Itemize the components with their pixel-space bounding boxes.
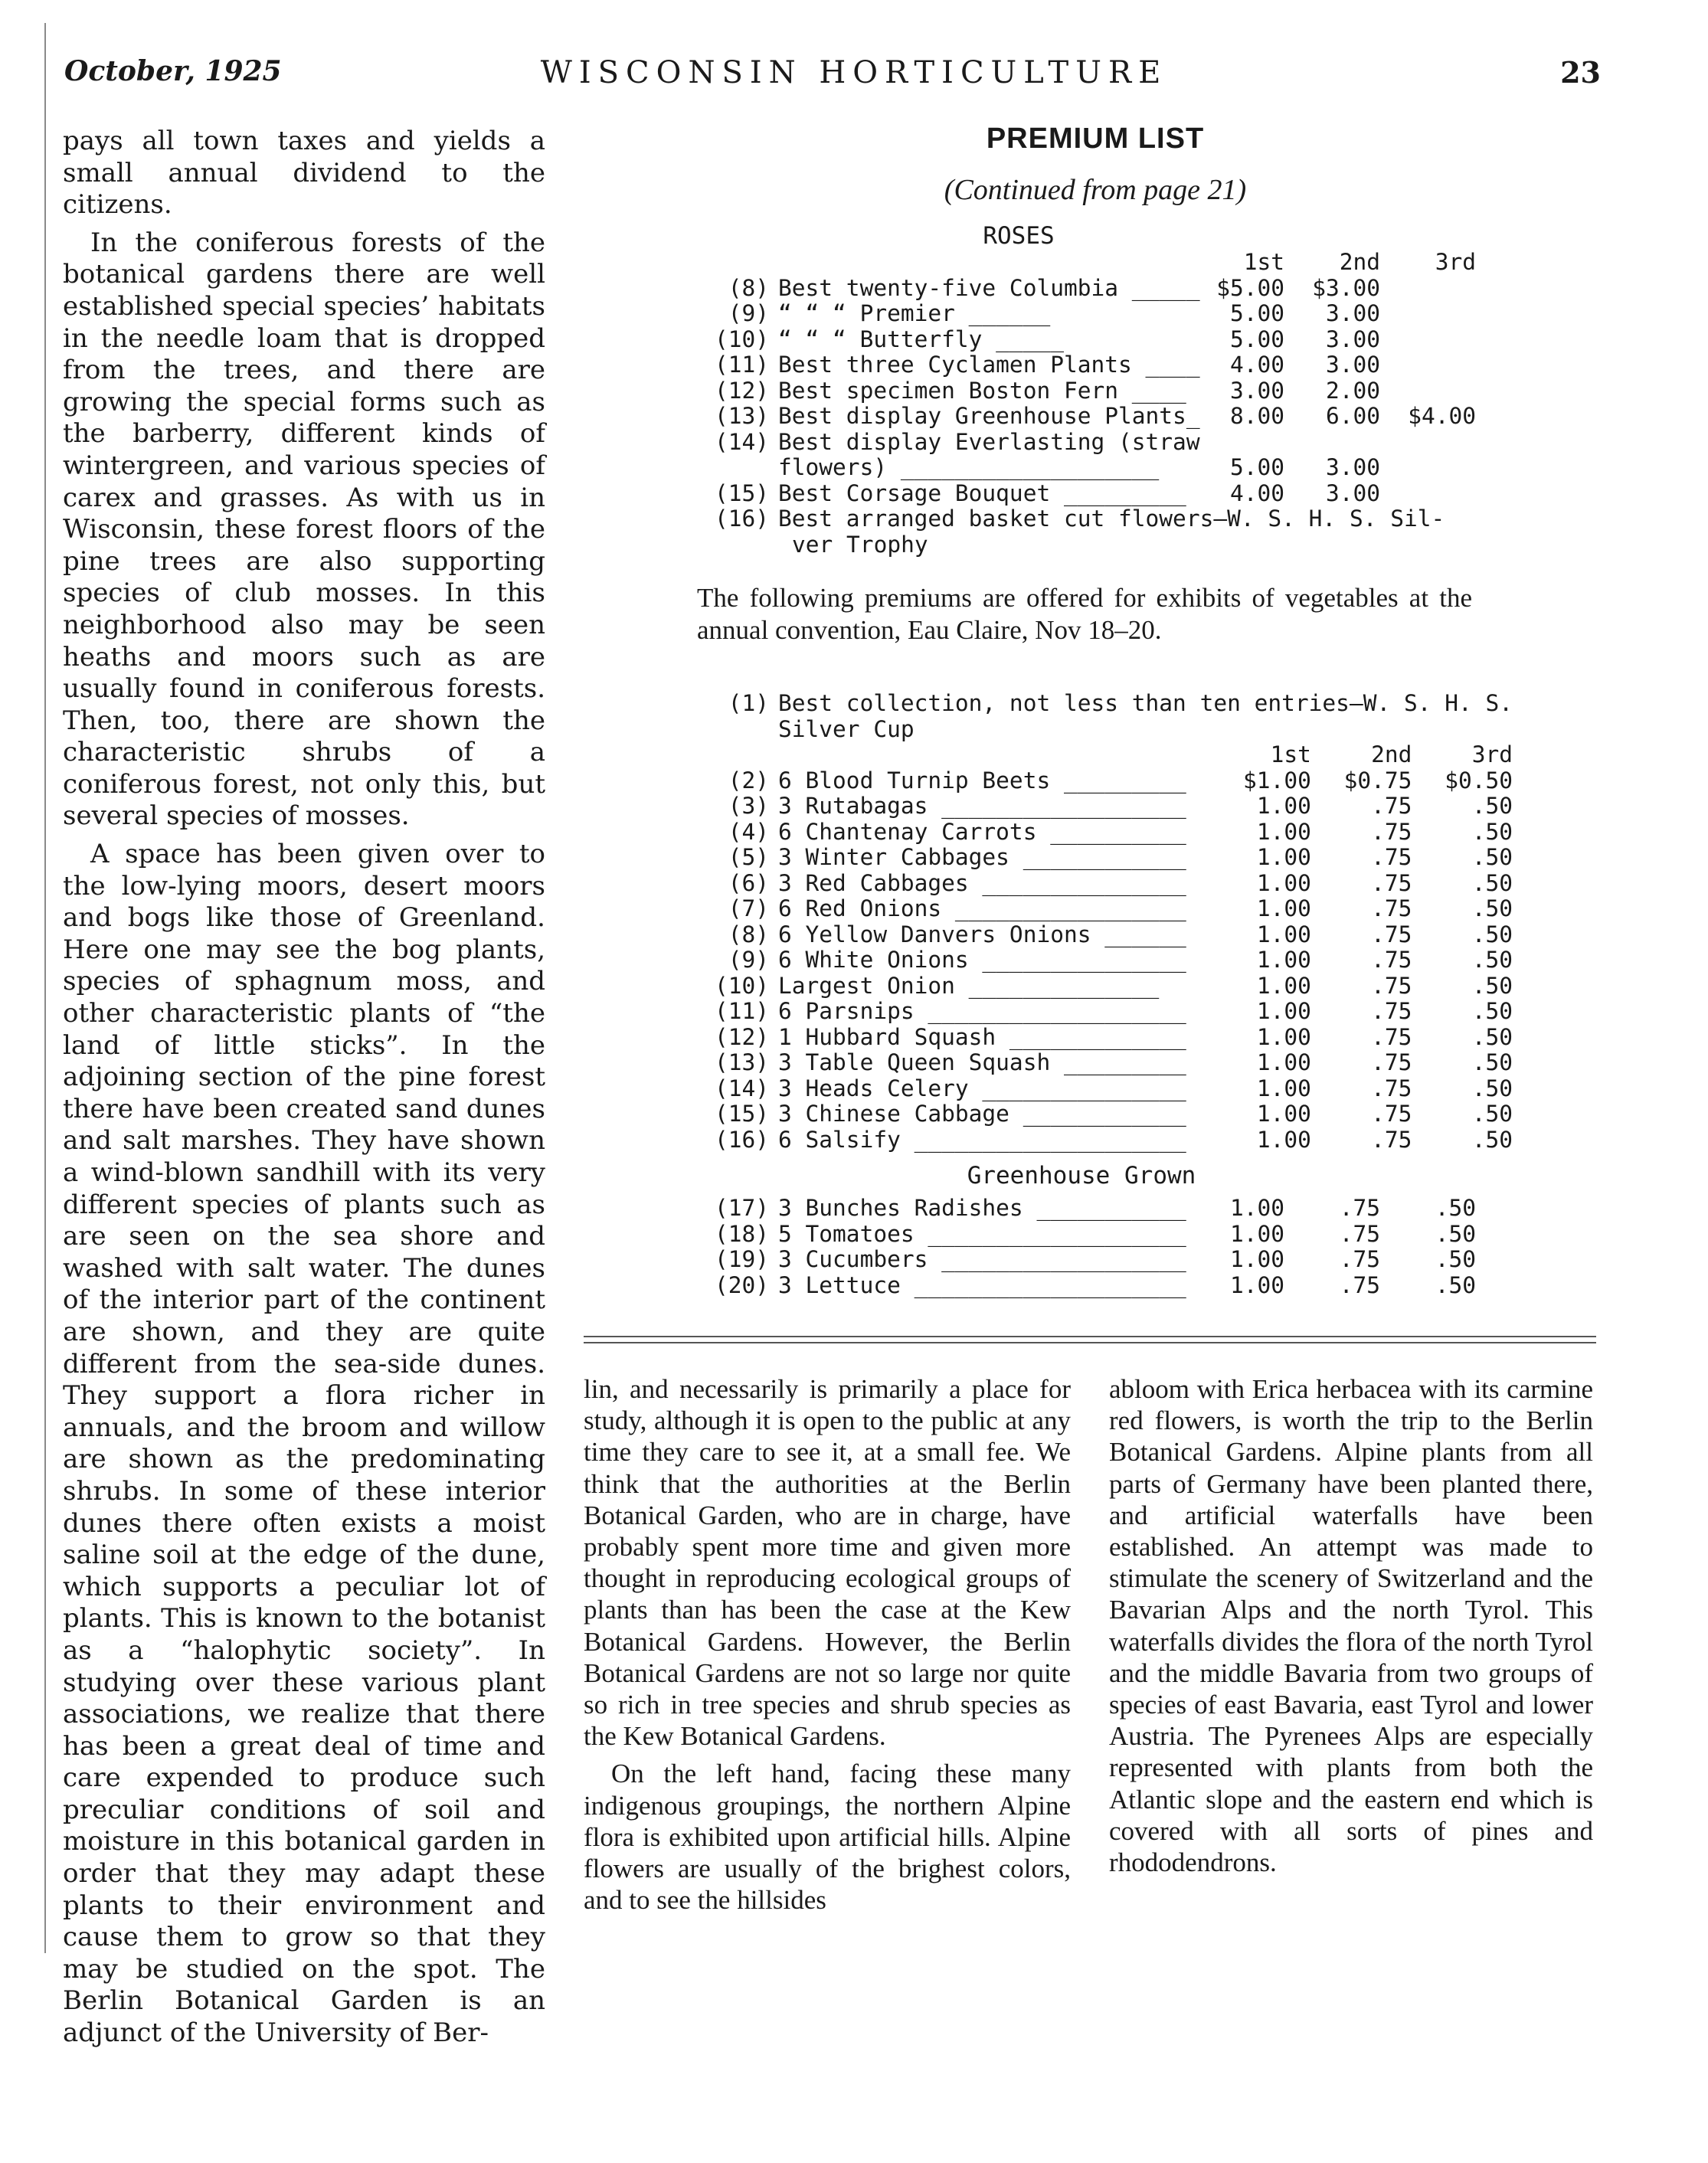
entry-description: Best specimen Boston Fern ____ xyxy=(778,377,1186,404)
second-premium: .75 xyxy=(1339,1271,1380,1298)
table-row xyxy=(699,768,1513,794)
table-row xyxy=(699,430,1476,456)
article-paragraph: lin, and necessarily is primarily a place for study, although it is open to the public at any time they care to see it, at a small fee. We think that the authorities at the Berlin Botanical Garden, who are in charge, have probably spent more time and given more thought in reproducing ecological groups of plants than has been the case at the Kew Botanical Gardens. However, the Berlin Botanical Gardens are not so large nor quite so rich in tree species and shrub species as the Kew Botanical Gardens. xyxy=(584,1374,1071,1752)
third-premium: .50 xyxy=(1471,818,1513,845)
entry-number: (11) xyxy=(714,998,769,1024)
entry-description: 3 Table Queen Squash _________ xyxy=(778,1049,1186,1075)
entry-description: flowers) ___________________ xyxy=(778,454,1160,480)
entry-description: 6 Salsify ____________________ xyxy=(778,1126,1186,1153)
second-premium: .75 xyxy=(1371,972,1412,999)
second-premium: .75 xyxy=(1339,1246,1380,1272)
entry-number: (19) xyxy=(714,1246,769,1272)
second-premium: .75 xyxy=(1371,869,1412,896)
entry-number: (9) xyxy=(728,947,769,973)
entry-description: ver Trophy xyxy=(792,531,928,558)
table-row xyxy=(699,455,1476,481)
table-row xyxy=(699,506,1476,532)
first-premium: 4.00 xyxy=(1229,352,1284,378)
third-premium: .50 xyxy=(1471,1101,1513,1127)
entry-number: (14) xyxy=(714,428,769,455)
second-premium: 3.00 xyxy=(1325,454,1380,480)
table-row xyxy=(699,717,1513,743)
second-premium xyxy=(1284,430,1380,456)
entry-number: (10) xyxy=(714,972,769,999)
article-paragraph: abloom with Erica herbacea with its carmine red flowers, is worth the trip to the Berlin Botanical Gardens. Alpine plants from all parts of Germany have been planted there, and artificial waterfalls have been established. An attempt was made to stimulate the scenery of Switzerland and the Bavarian Alps and the north Tyrol. This waterfalls divides the flora of the north Tyrol and the middle Bavaria from two groups of species of east Bavaria, east Tyrol and lower Austria. The Pyrenees Alps are especially represented with plants from both the Atlantic slope and the eastern end which is covered with all sorts of pines and rhododendrons. xyxy=(1109,1374,1593,1878)
entry-number xyxy=(699,455,778,481)
third-premium xyxy=(1380,327,1476,353)
entry-description: 6 Parsnips ___________________ xyxy=(778,998,1186,1024)
col-header-2nd: 2nd xyxy=(1371,741,1412,767)
margin-rule xyxy=(44,23,46,1953)
entry-description: 3 Chinese Cabbage ____________ xyxy=(778,1101,1186,1127)
greenhouse-table xyxy=(699,1196,1476,1298)
article-paragraph: On the left hand, facing these many indigenous groupings, the northern Alpine flora is exhibited upon artificial hills. Alpine flowers are usually of the brighest colors, and to see the hillsides xyxy=(584,1759,1071,1916)
entry-description: 3 Heads Celery _______________ xyxy=(778,1075,1186,1101)
first-premium: 1.00 xyxy=(1256,895,1311,921)
third-premium: .50 xyxy=(1471,895,1513,921)
first-premium: 4.00 xyxy=(1229,479,1284,506)
entry-description: 6 Red Onions _________________ xyxy=(778,895,1186,921)
third-premium: .50 xyxy=(1435,1271,1476,1298)
entry-number: (13) xyxy=(714,1049,769,1075)
roses-heading-wrap xyxy=(728,222,1494,250)
table-row xyxy=(699,481,1476,507)
second-premium: .75 xyxy=(1339,1220,1380,1247)
table-row xyxy=(699,1025,1513,1051)
third-premium: .50 xyxy=(1471,1023,1513,1050)
entry-number: (11) xyxy=(714,352,769,378)
col-header-1st: 1st xyxy=(1270,741,1311,767)
table-row xyxy=(699,1273,1476,1299)
third-premium xyxy=(1380,481,1476,507)
first-premium: $1.00 xyxy=(1243,767,1311,794)
second-premium: .75 xyxy=(1339,1195,1380,1221)
entry-number: (10) xyxy=(714,326,769,352)
entry-description: 3 Rutabagas __________________ xyxy=(778,793,1186,819)
table-row xyxy=(699,301,1476,327)
first-premium: 1.00 xyxy=(1229,1220,1284,1247)
table-row xyxy=(699,896,1513,922)
first-premium: 1.00 xyxy=(1256,947,1311,973)
third-premium: .50 xyxy=(1471,1049,1513,1075)
issue-date: October, 1925 xyxy=(64,55,282,87)
table-row xyxy=(699,1101,1513,1127)
vegetables-intro: The following premiums are offered for exhibits of vegetables at the annual convention, Eau Claire, Nov 18–20. xyxy=(697,583,1472,645)
table-row xyxy=(699,1247,1476,1273)
article-paragraph: pays all town taxes and yields a small annual dividend to the citizens. xyxy=(63,126,545,221)
first-premium: 1.00 xyxy=(1256,1126,1311,1153)
second-premium: .75 xyxy=(1371,998,1412,1024)
entry-description: Silver Cup xyxy=(778,715,915,742)
first-premium: 1.00 xyxy=(1256,844,1311,870)
first-premium: 1.00 xyxy=(1229,1271,1284,1298)
first-premium: 1.00 xyxy=(1256,1023,1311,1050)
first-premium: 1.00 xyxy=(1256,793,1311,819)
second-premium: 3.00 xyxy=(1325,326,1380,352)
table-row xyxy=(699,1222,1476,1248)
entry-description: 6 White Onions _______________ xyxy=(778,947,1186,973)
second-premium: .75 xyxy=(1371,1049,1412,1075)
article-column-right xyxy=(1109,1373,1593,1878)
page-number: 23 xyxy=(1560,55,1601,90)
entry-description: “ “ “ Premier ______ xyxy=(778,300,1051,326)
third-premium: .50 xyxy=(1435,1220,1476,1247)
entry-description: 6 Chantenay Carrots __________ xyxy=(778,818,1186,845)
third-premium: $0.50 xyxy=(1445,767,1513,794)
third-premium: .50 xyxy=(1471,1126,1513,1153)
table-row xyxy=(699,820,1513,846)
table-row xyxy=(699,1076,1513,1102)
publication-title: WISCONSIN HORTICULTURE xyxy=(540,55,1168,90)
second-premium: $0.75 xyxy=(1343,767,1412,794)
third-premium xyxy=(1380,301,1476,327)
first-premium: 1.00 xyxy=(1229,1195,1284,1221)
third-premium: .50 xyxy=(1435,1246,1476,1272)
entry-number: (5) xyxy=(728,844,769,870)
entry-number: (16) xyxy=(714,506,769,532)
second-premium: 3.00 xyxy=(1325,479,1380,506)
table-row xyxy=(699,999,1513,1025)
third-premium xyxy=(1380,352,1476,378)
second-premium: .75 xyxy=(1371,1075,1412,1101)
premium-list-title: PREMIUM LIST xyxy=(986,123,1205,155)
entry-description: Best arranged basket cut flowers—W. S. H. S. Sil- xyxy=(778,506,1445,532)
article-paragraph: A space has been given over to the low-lying moors, desert moors and bogs like those of Greenland. Here one may see the bog plants, species of sphagnum moss, and other characteristic plants of “the land of little sticks”. In the adjoining section of the pine forest there have been created sand dunes and salt marshes. They have shown a wind-blown sandhill with its very different species of plants such as are seen on the sea shore and washed with salt water. The dunes of the interior part of the continent are shown, and they are quite different from the sea-side dunes. They support a flora richer in annuals, and the broom and willow are shown as the predominating shrubs. In some of these interior dunes there often exists a moist saline soil at the edge of the dune, which supports a peculiar lot of plants. This is known to the botanist as a “halophytic society”. In studying over these various plant associations, we realize that there has been a great deal of time and care expended to produce such preculiar conditions of soil and moisture in this botanical garden in order that they may adapt these plants to their environment and cause them to grow so that they may be studied on the spot. The Berlin Botanical Garden is an adjunct of the University of Ber- xyxy=(63,839,545,2049)
first-premium: $5.00 xyxy=(1216,274,1284,301)
first-premium: 1.00 xyxy=(1256,972,1311,999)
first-premium xyxy=(1212,430,1284,456)
entry-number: (7) xyxy=(728,895,769,921)
table-row xyxy=(699,352,1476,378)
table-row xyxy=(699,794,1513,820)
first-premium: 1.00 xyxy=(1229,1246,1284,1272)
entry-description: 3 Lettuce ____________________ xyxy=(778,1271,1186,1298)
second-premium: .75 xyxy=(1371,793,1412,819)
entry-number: (1) xyxy=(728,690,769,716)
entry-description: “ “ “ Butterfly _____ xyxy=(778,326,1064,352)
second-premium: 3.00 xyxy=(1325,352,1380,378)
table-row xyxy=(699,845,1513,871)
premium-list-subtitle: (Continued from page 21) xyxy=(944,174,1247,206)
first-premium: 5.00 xyxy=(1229,454,1284,480)
second-premium: .75 xyxy=(1371,818,1412,845)
entry-description: Best display Greenhouse Plants_ xyxy=(778,403,1200,429)
entry-description: 6 Yellow Danvers Onions ______ xyxy=(778,921,1186,947)
section-divider xyxy=(584,1342,1596,1343)
entry-number: (15) xyxy=(714,1101,769,1127)
first-premium: 1.00 xyxy=(1256,1075,1311,1101)
second-premium: 2.00 xyxy=(1325,377,1380,404)
third-premium: .50 xyxy=(1471,947,1513,973)
third-premium: .50 xyxy=(1471,972,1513,999)
vegetables-section xyxy=(699,691,1513,1298)
col-header-1st: 1st xyxy=(1243,249,1284,275)
table-row xyxy=(699,974,1513,1000)
second-premium: 3.00 xyxy=(1325,300,1380,326)
first-premium: 1.00 xyxy=(1256,869,1311,896)
roses-section xyxy=(699,250,1476,558)
entry-number: (14) xyxy=(714,1075,769,1101)
second-premium: .75 xyxy=(1371,1101,1412,1127)
first-premium: 1.00 xyxy=(1256,818,1311,845)
section-divider xyxy=(584,1336,1596,1337)
second-premium: .75 xyxy=(1371,947,1412,973)
entry-number: (9) xyxy=(728,300,769,326)
second-premium: .75 xyxy=(1371,1023,1412,1050)
first-premium: 3.00 xyxy=(1229,377,1284,404)
third-premium: .50 xyxy=(1471,793,1513,819)
third-premium: .50 xyxy=(1435,1195,1476,1221)
table-row xyxy=(699,378,1476,404)
third-premium: .50 xyxy=(1471,998,1513,1024)
third-premium: .50 xyxy=(1471,921,1513,947)
second-premium: .75 xyxy=(1371,844,1412,870)
col-header-3rd: 3rd xyxy=(1435,249,1476,275)
third-premium xyxy=(1380,455,1476,481)
table-row xyxy=(699,1196,1476,1222)
first-premium: 1.00 xyxy=(1256,1049,1311,1075)
entry-description: 3 Bunches Radishes ___________ xyxy=(778,1195,1186,1221)
first-premium: 1.00 xyxy=(1256,998,1311,1024)
entry-description: 1 Hubbard Squash _____________ xyxy=(778,1023,1186,1050)
entry-description: Best display Everlasting (straw xyxy=(778,428,1200,455)
first-premium: 1.00 xyxy=(1256,1101,1311,1127)
third-premium xyxy=(1380,430,1476,456)
vegetables-header-row xyxy=(699,742,1513,768)
vegetables-table xyxy=(699,691,1513,1153)
table-row xyxy=(699,404,1476,430)
article-column-middle xyxy=(584,1373,1071,1916)
second-premium: 6.00 xyxy=(1325,403,1380,429)
second-premium: $3.00 xyxy=(1312,274,1380,301)
entry-number: (20) xyxy=(714,1271,769,1298)
roses-table xyxy=(699,250,1476,558)
entry-description: Best twenty-five Columbia _____ xyxy=(778,274,1200,301)
table-row xyxy=(699,871,1513,897)
entry-description: Best collection, not less than ten entries—W. S. H. S. xyxy=(778,690,1513,716)
entry-description: 6 Blood Turnip Beets _________ xyxy=(778,767,1186,794)
entry-description: Best three Cyclamen Plants ____ xyxy=(778,352,1200,378)
entry-description: 3 Winter Cabbages ____________ xyxy=(778,844,1186,870)
second-premium: .75 xyxy=(1371,895,1412,921)
table-row xyxy=(699,1127,1513,1153)
entry-number: (12) xyxy=(714,1023,769,1050)
greenhouse-heading: Greenhouse Grown xyxy=(967,1162,1196,1189)
roses-heading: ROSES xyxy=(983,222,1055,250)
entry-number: (15) xyxy=(714,479,769,506)
table-row xyxy=(699,532,1476,558)
entry-description: 5 Tomatoes ___________________ xyxy=(778,1220,1186,1247)
first-premium: 1.00 xyxy=(1256,921,1311,947)
third-premium xyxy=(1380,378,1476,404)
table-row xyxy=(699,276,1476,302)
entry-description: 3 Red Cabbages _______________ xyxy=(778,869,1186,896)
second-premium: .75 xyxy=(1371,921,1412,947)
article-column-left xyxy=(63,126,545,2050)
third-premium: .50 xyxy=(1471,1075,1513,1101)
entry-number: (13) xyxy=(714,403,769,429)
entry-number: (8) xyxy=(728,274,769,301)
table-row xyxy=(699,922,1513,948)
entry-number: (4) xyxy=(728,818,769,845)
entry-number: (17) xyxy=(714,1195,769,1221)
col-header-2nd: 2nd xyxy=(1339,249,1380,275)
entry-number: (2) xyxy=(728,767,769,794)
first-premium: 5.00 xyxy=(1229,326,1284,352)
table-row xyxy=(699,327,1476,353)
table-row xyxy=(699,1050,1513,1076)
entry-number: (3) xyxy=(728,793,769,819)
entry-description: 3 Cucumbers __________________ xyxy=(778,1246,1186,1272)
entry-number: (6) xyxy=(728,869,769,896)
first-premium: 5.00 xyxy=(1229,300,1284,326)
roses-header-row xyxy=(699,250,1476,276)
second-premium: .75 xyxy=(1371,1126,1412,1153)
entry-description: Largest Onion ______________ xyxy=(778,972,1160,999)
col-header-3rd: 3rd xyxy=(1471,741,1513,767)
entry-number: (8) xyxy=(728,921,769,947)
first-premium: 8.00 xyxy=(1229,403,1284,429)
third-premium: .50 xyxy=(1471,844,1513,870)
third-premium xyxy=(1380,276,1476,302)
entry-description: Best Corsage Bouquet _________ xyxy=(778,479,1186,506)
article-paragraph: In the coniferous forests of the botanical gardens there are well established special species’ habitats in the needle loam that is dropped from the trees, and there are growing the special forms such as the barberry, different kinds of wintergreen, and various species of carex and grasses. As with us in Wisconsin, these forest floors of the pine trees are also supporting species of club mosses. In this neighborhood also may be seen heaths and moors such as are usually found in coniferous forests. Then, too, there are shown the characteristic shrubs of a coniferous forest, not only this, but several species of mosses. xyxy=(63,227,545,832)
table-row xyxy=(699,691,1513,717)
third-premium: $4.00 xyxy=(1408,403,1476,429)
third-premium: .50 xyxy=(1471,869,1513,896)
entry-number: (16) xyxy=(714,1126,769,1153)
entry-number: (12) xyxy=(714,377,769,404)
table-row xyxy=(699,947,1513,974)
entry-number: (18) xyxy=(714,1220,769,1247)
